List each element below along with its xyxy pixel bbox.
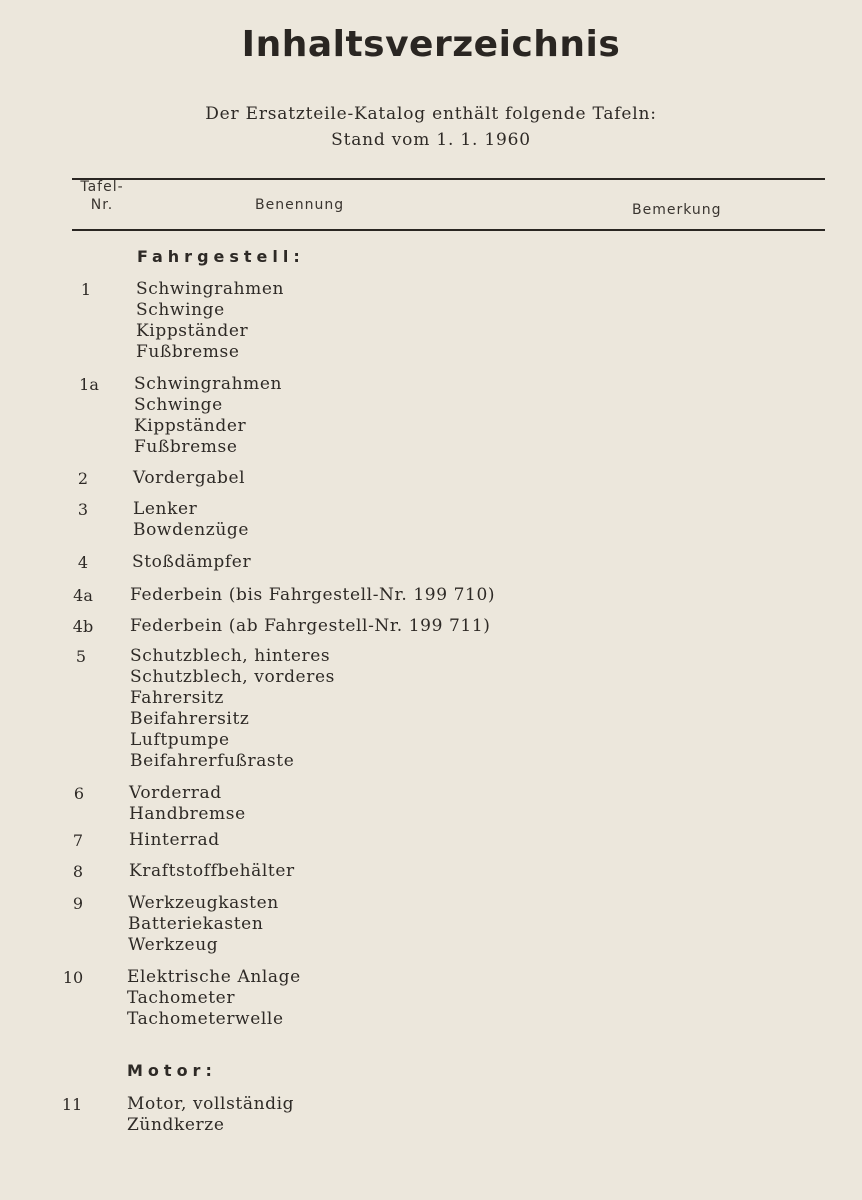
part-name: Kraftstoffbehälter [129,861,295,881]
part-name: Federbein (bis Fahrgestell-Nr. 199 710) [130,585,496,605]
part-name: Vordergabel [133,468,246,488]
part-name: Vorderrad [129,783,222,803]
header-bottom-rule [72,229,825,231]
part-name: Luftpumpe [130,730,230,750]
tafel-number: 4b [72,617,94,636]
column-header-nr-line2: Nr. [90,197,114,213]
part-name: Hinterrad [129,830,220,850]
part-name: Stoßdämpfer [132,552,252,572]
part-name: Lenker [133,499,198,519]
tafel-number: 1 [80,280,92,299]
tafel-number: 4 [77,553,89,572]
page-title: Inhaltsverzeichnis [241,24,621,65]
part-name: Motor, vollständig [127,1094,295,1114]
part-name: Beifahrerfußraste [130,751,295,771]
part-name: Bowdenzüge [133,520,250,540]
part-name: Kippständer [136,321,249,341]
tafel-number: 8 [72,862,84,881]
part-name: Schutzblech, vorderes [130,667,335,687]
part-name: Fußbremse [134,437,238,457]
part-name: Schutzblech, hinteres [130,646,331,666]
part-name: Werkzeugkasten [128,893,279,913]
column-header-nr [72,178,132,214]
tafel-number: 3 [77,500,89,519]
part-name: Tachometer [127,988,236,1008]
part-name: Handbremse [129,804,246,824]
part-name: Werkzeug [128,935,219,955]
tafel-number: 6 [73,784,85,803]
part-name: Kippständer [134,416,247,436]
tafel-number: 2 [77,469,89,488]
section-heading-motor: Motor: [127,1061,217,1080]
header-top-rule [72,178,825,180]
part-name: Schwinge [136,300,225,320]
part-name: Elektrische Anlage [127,967,301,987]
tafel-number: 7 [72,831,84,850]
column-header-name: Benennung [255,197,345,213]
part-name: Tachometerwelle [127,1009,284,1029]
part-name: Fußbremse [136,342,240,362]
tafel-number: 9 [72,894,84,913]
part-name: Zündkerze [127,1115,225,1135]
section-heading-fahrgestell: Fahrgestell: [137,247,305,266]
tafel-number: 1a [79,375,99,394]
part-name: Batteriekasten [128,914,264,934]
part-name: Schwinge [134,395,223,415]
column-header-nr-line1: Tafel- [80,179,124,195]
tafel-number: 5 [75,647,87,666]
part-name: Federbein (ab Fahrgestell-Nr. 199 711) [130,616,491,636]
tafel-number: 4a [73,586,93,605]
part-name: Beifahrersitz [130,709,250,729]
subtitle: Der Ersatzteile-Katalog enthält folgende Tafeln: [205,104,657,124]
part-name: Schwingrahmen [136,279,285,299]
column-header-remark: Bemerkung [632,202,722,218]
part-name: Schwingrahmen [134,374,283,394]
tafel-number: 11 [61,1095,83,1114]
part-name: Fahrersitz [130,688,224,708]
tafel-number: 10 [62,968,84,987]
date-line: Stand vom 1. 1. 1960 [331,130,531,150]
